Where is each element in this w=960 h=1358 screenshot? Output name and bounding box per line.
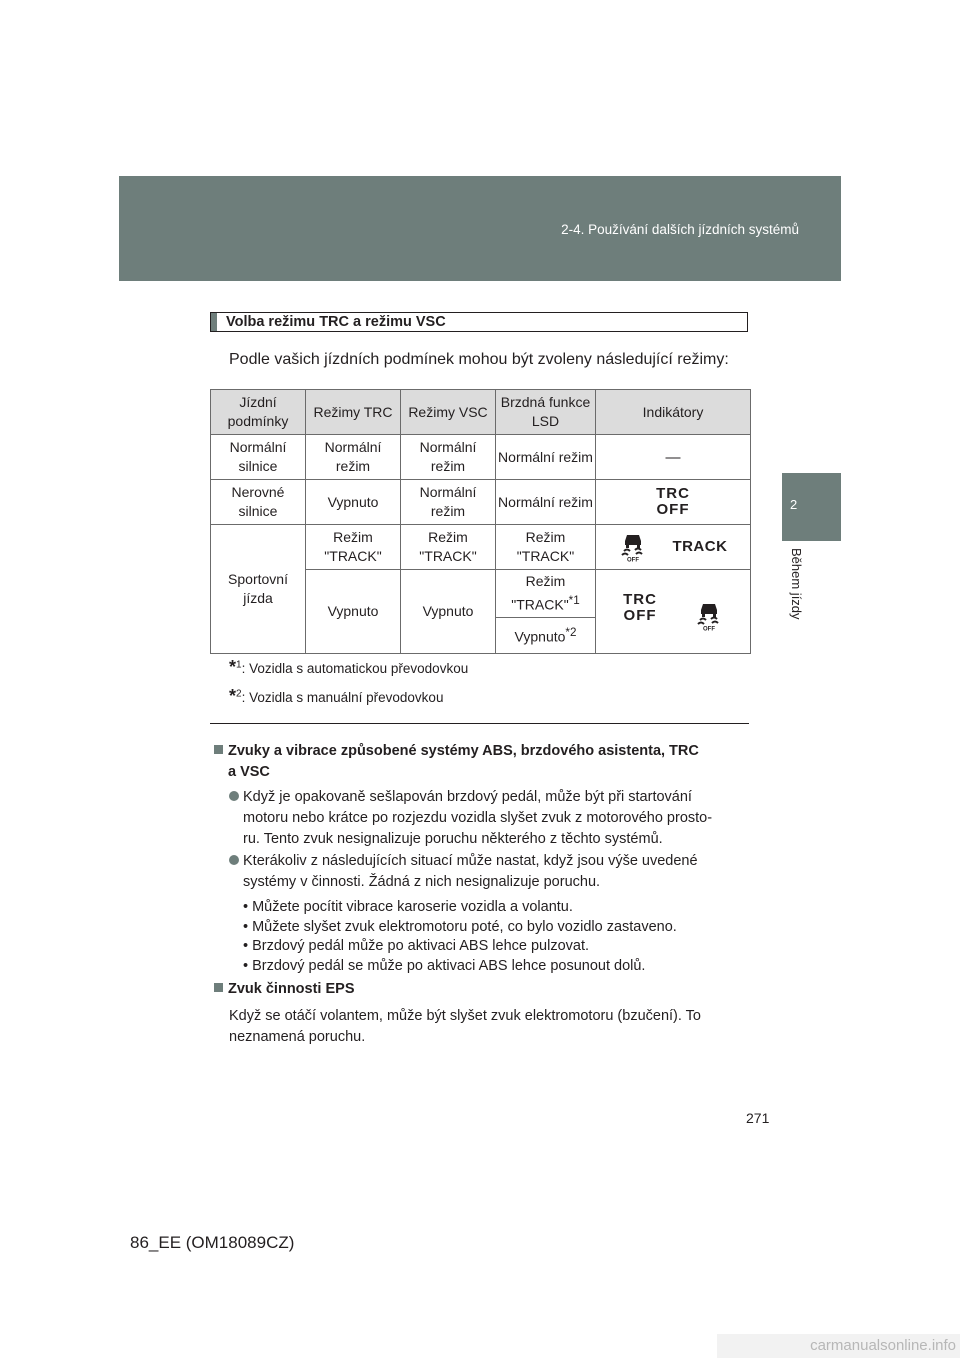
cell-indicator — [596, 570, 751, 654]
track-indicator: TRACK — [672, 537, 728, 555]
trc-off-indicator-icon — [656, 486, 690, 518]
subheading-text-b: a VSC — [228, 764, 270, 780]
cell-trc: Vypnuto — [306, 570, 401, 654]
lsd-track-text: Režim "TRACK" — [511, 573, 569, 613]
header-band — [119, 176, 841, 281]
chapter-number: 2 — [790, 497, 798, 512]
intro-text: Podle vašich jízdních podmínek mohou být zvoleny následující režimy: — [229, 351, 729, 368]
watermark-link[interactable]: carmanualsonline.info — [717, 1334, 960, 1358]
paragraph-situations: Kterákoliv z následujících situací může nastat, když jsou výše uvedené systémy v činnosti. Žádná z nich nesignalizuje poruchu. — [229, 851, 743, 893]
circle-bullet-icon — [229, 855, 239, 865]
chapter-tab[interactable] — [782, 473, 841, 541]
divider — [210, 723, 749, 724]
situation-list — [243, 898, 677, 976]
lsd-off-footnote: *2 — [565, 626, 577, 640]
mode-table — [210, 389, 751, 654]
chapter-label: Během jízdy — [789, 548, 804, 620]
table-row — [211, 480, 751, 525]
cell-indicator — [596, 480, 751, 525]
cell-lsd: Režim "TRACK" — [496, 525, 596, 570]
paragraph-brake-pedal: Když je opakovaně sešlapován brzdový pedál, může být při startování motoru nebo krátce po rozjezdu vozidla slyšet zvuk z motorového prosto- ru. Tento zvuk nesignalizuje poruchu některého z těchto systémů. — [229, 787, 743, 850]
trc-off-line1: TRC — [623, 590, 657, 608]
lsd-track-footnote: *1 — [568, 594, 580, 607]
col-header-conditions: Jízdní podmínky — [211, 390, 306, 435]
no-indicator-dash: — — [665, 448, 681, 466]
cell-conditions: Nerovné silnice — [211, 480, 306, 525]
cell-trc: Normální režim — [306, 435, 401, 480]
cell-trc: Vypnuto — [306, 480, 401, 525]
col-header-vsc: Režimy VSC — [401, 390, 496, 435]
footnote-num: 2 — [236, 688, 242, 700]
footnote-text: : Vozidla s automatickou převodovkou — [241, 661, 469, 676]
cell-vsc: Normální režim — [401, 435, 496, 480]
document-code: 86_EE (OM18089CZ) — [130, 1233, 295, 1252]
section-heading — [210, 312, 748, 332]
table-header-row — [211, 390, 751, 435]
subheading-text-a: Zvuky a vibrace způsobené systémy ABS, brzdového asistenta, TRC — [228, 743, 699, 759]
cell-conditions: Sportovní jízda — [211, 525, 306, 654]
trc-off-line1: TRC — [656, 484, 690, 502]
footnote-text: : Vozidla s manuální převodovkou — [241, 690, 444, 705]
trc-off-line2: OFF — [656, 500, 690, 518]
list-item: • Brzdový pedál může po aktivaci ABS lehce pulzovat. — [243, 938, 590, 954]
trc-off-indicator-icon — [623, 592, 657, 624]
heading-accent-bar — [211, 313, 217, 331]
cell-lsd — [496, 617, 596, 653]
trc-off-line2: OFF — [623, 606, 657, 624]
footnote-mark: * — [229, 657, 237, 677]
col-header-indicators: Indikátory — [596, 390, 751, 435]
list-item: • Můžete slyšet zvuk elektromotoru poté, co bylo vozidlo zastaveno. — [243, 918, 677, 935]
section-heading-text: Volba režimu TRC a režimu VSC — [226, 314, 446, 330]
cell-vsc: Režim "TRACK" — [401, 525, 496, 570]
footnote-1 — [229, 657, 468, 678]
subheading-eps: Zvuk činnosti EPS — [214, 979, 355, 1000]
lsd-off-text: Vypnuto — [514, 628, 566, 645]
vsc-off-label: OFF — [702, 626, 715, 631]
square-bullet-icon — [214, 745, 223, 754]
footnote-mark: * — [229, 686, 237, 706]
cell-lsd — [496, 570, 596, 618]
page-number: 271 — [746, 1110, 770, 1126]
cell-lsd: Normální režim — [496, 435, 596, 480]
cell-conditions: Normální silnice — [211, 435, 306, 480]
vsc-off-label: OFF — [626, 557, 639, 562]
cell-indicator — [596, 525, 751, 570]
col-header-trc: Režimy TRC — [306, 390, 401, 435]
section-title: 2-4. Používání dalších jízdních systémů — [561, 222, 799, 237]
list-item: • Můžete pocítit vibrace karoserie vozidla a volantu. — [243, 899, 573, 915]
col-header-lsd: Brzdná funkce LSD — [496, 390, 596, 435]
cell-vsc: Vypnuto — [401, 570, 496, 654]
table-row — [211, 435, 751, 480]
cell-vsc: Normální režim — [401, 480, 496, 525]
square-bullet-icon — [214, 983, 223, 992]
circle-bullet-icon — [229, 791, 239, 801]
list-item: • Brzdový pedál se může po aktivaci ABS lehce posunout dolů. — [243, 957, 646, 974]
table-row — [211, 525, 751, 570]
vsc-off-icon — [619, 532, 647, 562]
cell-lsd: Normální režim — [496, 480, 596, 525]
paragraph-eps: Když se otáčí volantem, může být slyšet zvuk elektromotoru (bzučení). To neznamená poruchu. — [229, 1008, 701, 1045]
cell-indicator — [596, 435, 751, 480]
cell-trc: Režim "TRACK" — [306, 525, 401, 570]
footnote-2 — [229, 686, 443, 707]
subheading-abs-sounds — [214, 741, 699, 783]
vsc-off-icon — [695, 601, 723, 631]
footnote-num: 1 — [236, 659, 242, 671]
